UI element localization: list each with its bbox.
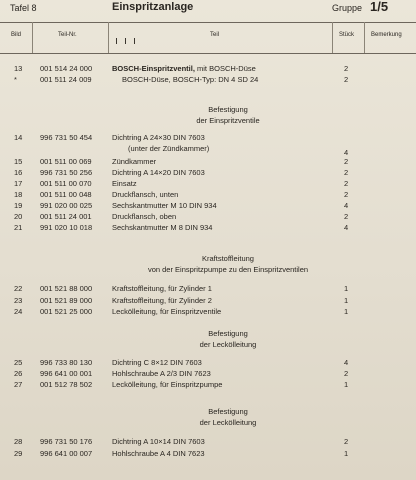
item-number: 25 [14, 358, 23, 367]
part-quantity: 2 [344, 157, 349, 166]
table-row [0, 64, 416, 74]
section-heading [112, 104, 344, 126]
part-number: 996 731 50 256 [40, 168, 93, 177]
section-heading [112, 406, 344, 428]
item-number: 28 [14, 437, 23, 446]
table-row [0, 190, 416, 200]
part-number: 996 731 50 176 [40, 437, 93, 446]
item-number: 26 [14, 369, 23, 378]
part-number: 001 511 24 001 [40, 212, 92, 221]
part-description: Dichtring A 10×14 DIN 7603 [112, 437, 205, 446]
part-number: 996 641 00 001 [40, 369, 93, 378]
part-description: Hohlschraube A 4 DIN 7623 [112, 449, 205, 458]
item-number: 13 [14, 64, 23, 73]
item-number: 21 [14, 223, 23, 232]
part-description-bold: BOSCH-Einspritzventil, [112, 64, 195, 73]
header-top-rule [0, 22, 416, 23]
table-row [0, 133, 416, 143]
table-row [0, 307, 416, 317]
item-number: 24 [14, 307, 23, 316]
column-divider [332, 22, 333, 53]
part-number: 001 521 25 000 [40, 307, 93, 316]
item-number: 29 [14, 449, 23, 458]
part-quantity: 2 [344, 437, 349, 446]
part-number: 001 511 00 069 [40, 157, 92, 166]
part-description: Leckölleitung, für Einspritzpumpe [112, 380, 223, 389]
table-row [0, 179, 416, 189]
header-tick-mark [125, 38, 126, 44]
part-description: Hohlschraube A 2/3 DIN 7623 [112, 369, 211, 378]
table-row [0, 168, 416, 178]
item-number: 27 [14, 380, 23, 389]
section-heading-line: Befestigung [208, 105, 248, 114]
part-quantity: 1 [344, 296, 349, 305]
part-description: Kraftstoffleitung, für Zylinder 2 [112, 296, 212, 305]
item-number: 17 [14, 179, 23, 188]
table-row [0, 201, 416, 211]
part-description: Druckflansch, unten [112, 190, 179, 199]
part-description: Dichtring A 24×30 DIN 7603 [112, 133, 205, 142]
column-divider [32, 22, 33, 53]
section-heading [112, 328, 344, 350]
part-description: Dichtring C 8×12 DIN 7603 [112, 358, 202, 367]
header-tick-mark [116, 38, 117, 44]
column-header-bild: Bild [11, 32, 22, 38]
group-number: 1/5 [370, 0, 389, 14]
part-number: 991 020 10 018 [40, 223, 93, 232]
section-heading-line: Befestigung [208, 329, 248, 338]
part-description: (unter der Zündkammer) [128, 144, 210, 153]
part-quantity: 1 [344, 284, 349, 293]
plate-number: Tafel 8 [10, 3, 37, 13]
part-number: 991 020 00 025 [40, 201, 93, 210]
section-heading-line: Kraftstoffleitung [202, 254, 254, 263]
column-divider [364, 22, 365, 53]
column-header-bemerkung: Bemerkung [371, 32, 402, 38]
part-description: Einsatz [112, 179, 137, 188]
table-row [0, 144, 416, 157]
table-row [0, 284, 416, 294]
part-quantity: 1 [344, 307, 349, 316]
column-divider [108, 22, 109, 53]
section-heading-line: der Leckölleitung [199, 418, 257, 427]
column-header-teilnr: Teil-Nr. [58, 32, 77, 38]
table-row [0, 437, 416, 447]
part-description: BOSCH-Düse, BOSCH-Typ: DN 4 SD 24 [122, 75, 259, 84]
item-number: 14 [14, 133, 23, 142]
part-description: Zündkammer [112, 157, 157, 166]
part-description-rest: mit BOSCH-Düse [194, 64, 256, 73]
part-quantity: 2 [344, 212, 349, 221]
item-number: 23 [14, 296, 23, 305]
part-quantity: 2 [344, 369, 349, 378]
item-number: 16 [14, 168, 23, 177]
part-number: 996 641 00 007 [40, 449, 93, 458]
part-quantity: 2 [344, 168, 349, 177]
part-number: 001 511 24 009 [40, 75, 92, 84]
item-number: 15 [14, 157, 23, 166]
part-quantity: 2 [344, 190, 349, 199]
part-quantity: 4 [344, 358, 349, 367]
section-heading-line: der Leckölleitung [199, 340, 257, 349]
part-description: Sechskantmutter M 10 DIN 934 [112, 201, 217, 210]
column-header-teil: Teil [210, 32, 220, 38]
table-row [0, 449, 416, 459]
table-row [0, 212, 416, 222]
part-description: Leckölleitung, für Einspritzventile [112, 307, 222, 316]
item-number: 22 [14, 284, 23, 293]
table-row [0, 296, 416, 306]
table-row [0, 75, 416, 85]
part-number: 001 514 24 000 [40, 64, 93, 73]
group-label: Gruppe [332, 3, 363, 13]
column-header-stueck: Stück [339, 32, 355, 38]
header-bottom-rule [0, 53, 416, 54]
part-number: 001 511 00 070 [40, 179, 92, 188]
page-title: Einspritzanlage [112, 1, 194, 13]
item-number: 18 [14, 190, 23, 199]
section-heading [112, 253, 344, 275]
table-row [0, 369, 416, 379]
section-heading-line: von der Einspritzpumpe zu den Einspritzventilen [147, 265, 309, 274]
section-heading-line: der Einspritzventile [196, 116, 260, 125]
part-number: 001 511 00 048 [40, 190, 92, 199]
item-number: 19 [14, 201, 23, 210]
part-description: Dichtring A 14×20 DIN 7603 [112, 168, 205, 177]
item-number: * [14, 75, 17, 84]
part-number: 001 521 88 000 [40, 284, 93, 293]
part-quantity: 2 [344, 75, 349, 84]
table-row [0, 358, 416, 368]
table-row [0, 380, 416, 390]
part-quantity: 1 [344, 449, 349, 458]
section-heading-line: Befestigung [208, 407, 248, 416]
part-number: 996 731 50 454 [40, 133, 93, 142]
part-number: 001 512 78 502 [40, 380, 93, 389]
part-quantity: 1 [344, 380, 349, 389]
table-row [0, 223, 416, 233]
table-row [0, 157, 416, 167]
header-tick-mark [134, 38, 135, 44]
part-description: Sechskantmutter M 8 DIN 934 [112, 223, 213, 232]
part-quantity: 4 [344, 148, 349, 157]
part-quantity: 2 [344, 179, 349, 188]
part-quantity: 2 [344, 64, 349, 73]
part-number: 996 733 80 130 [40, 358, 93, 367]
item-number: 20 [14, 212, 23, 221]
part-description: Kraftstoffleitung, für Zylinder 1 [112, 284, 212, 293]
part-quantity: 4 [344, 223, 349, 232]
part-number: 001 521 89 000 [40, 296, 93, 305]
part-quantity: 4 [344, 201, 349, 210]
part-description [112, 64, 256, 74]
part-description: Druckflansch, oben [112, 212, 177, 221]
